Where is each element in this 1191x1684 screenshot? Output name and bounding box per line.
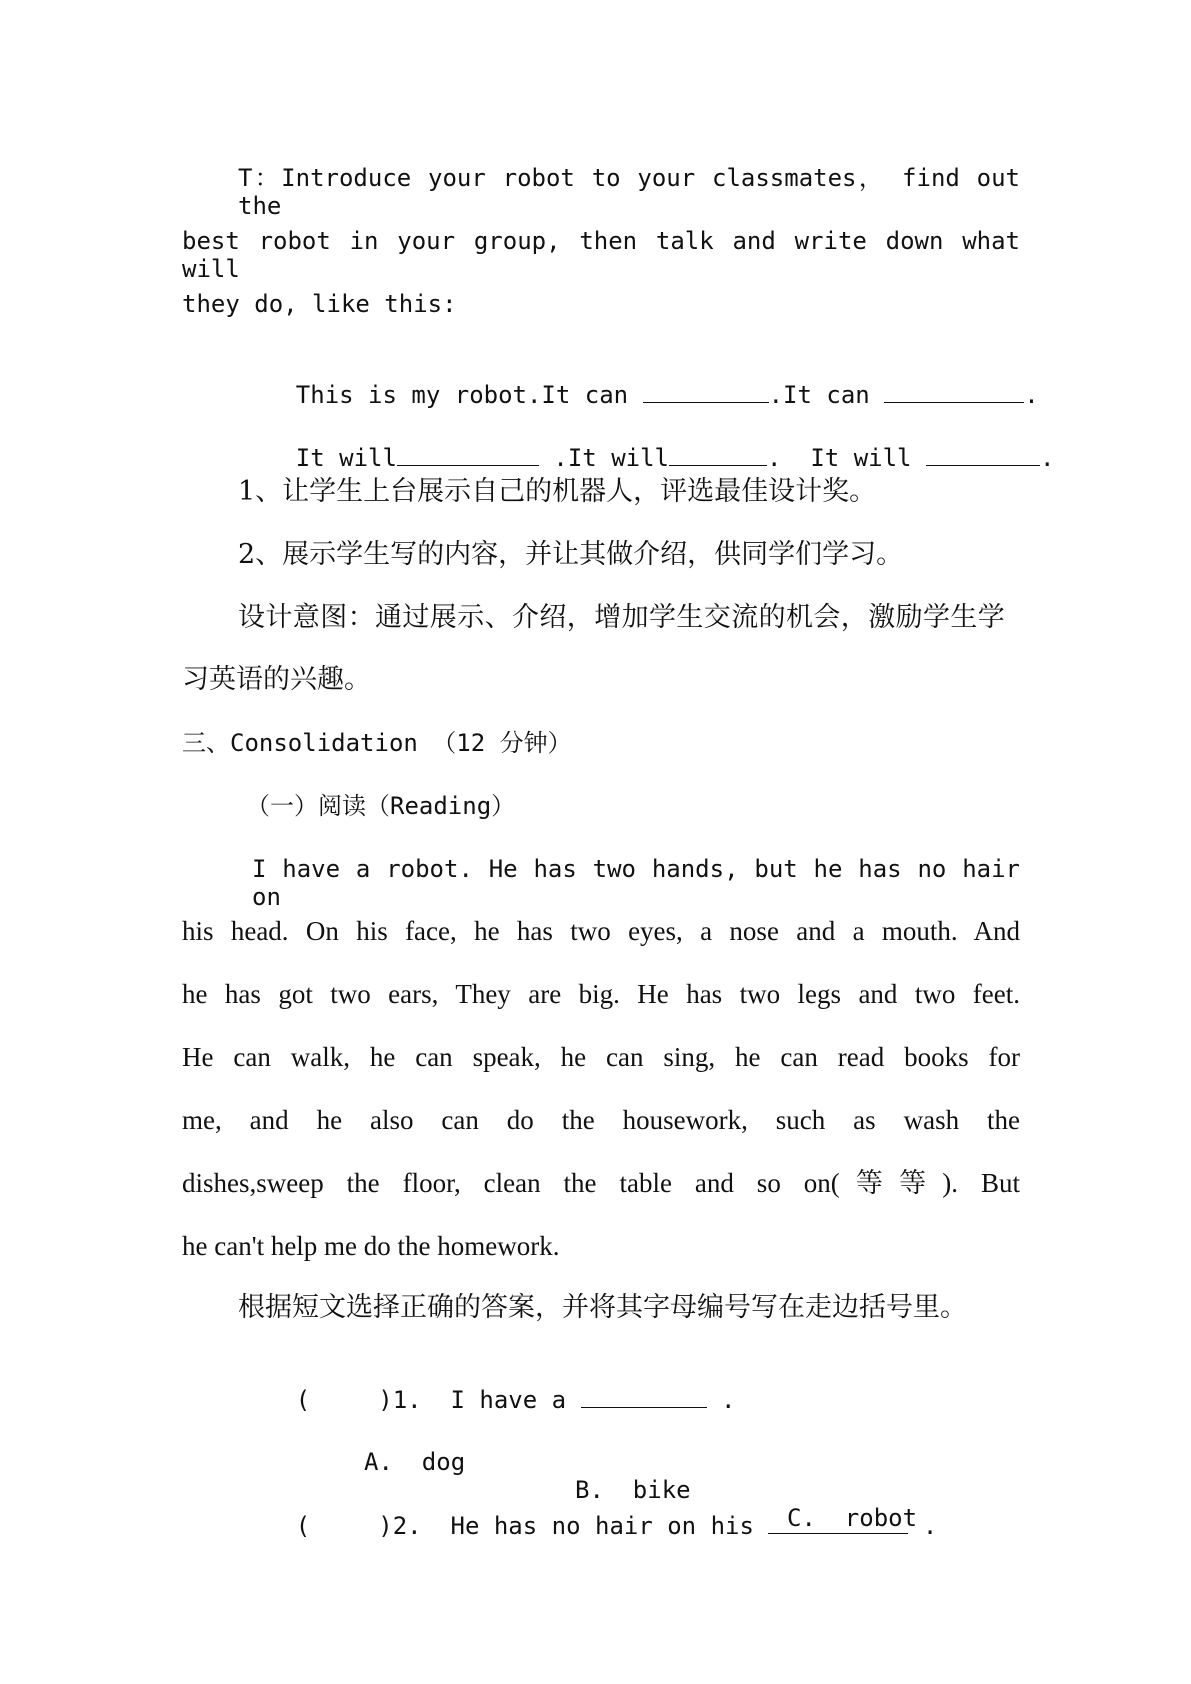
reading-subheading: （一）阅读（Reading） — [246, 792, 516, 820]
passage-line-2: his head. On his face, he has two eyes, a nose and a mouth. And — [182, 916, 1020, 946]
design-intent-line-1: 设计意图：通过展示、介绍，增加学生交流的机会，激励学生学 — [238, 602, 1006, 633]
question-stem: )2. He has no hair on his — [378, 1512, 754, 1540]
section-heading: 三、Consolidation （12 分钟） — [182, 729, 572, 757]
answer-bracket: ( — [295, 1512, 311, 1540]
task-line-3: they do, like this: — [182, 290, 457, 318]
question-2 — [238, 1483, 1076, 1568]
option-c: C. robot — [787, 1504, 918, 1532]
instructions: 根据短文选择正确的答案，并将其字母编号写在走边括号里。 — [238, 1292, 967, 1323]
question-stem: )1. I have a — [378, 1386, 567, 1414]
frame-text: It will — [810, 444, 912, 472]
question-end: . — [721, 1386, 736, 1414]
frame-text: .It will — [553, 444, 669, 472]
design-intent-line-2: 习英语的兴趣。 — [182, 664, 371, 695]
frame-text: This is my robot.It can — [295, 381, 629, 409]
option-a: A. dog — [364, 1448, 466, 1476]
answer-blank — [884, 380, 1024, 403]
task-line-2: best robot in your group, then talk and write down what will — [182, 227, 1020, 283]
answer-blank — [926, 443, 1040, 466]
passage-line-5: me, and he also can do the housework, such as wash the — [182, 1105, 1020, 1135]
passage-line-7: he can't help me do the homework. — [182, 1231, 560, 1261]
option-b: B. bike — [575, 1476, 691, 1504]
frame-text: .It can — [768, 381, 870, 409]
question-end: . — [922, 1512, 938, 1540]
passage-line-6: dishes,sweep the floor, clean the table and so on(等等). But — [182, 1168, 1020, 1198]
frame-text: It will — [295, 444, 397, 472]
frame-text: . — [767, 444, 782, 472]
passage-line-1: I have a robot. He has two hands, but he has no hair on — [252, 855, 1020, 911]
step-1: 1、让学生上台展示自己的机器人，评选最佳设计奖。 — [238, 476, 877, 507]
answer-bracket: ( — [295, 1386, 311, 1414]
answer-blank — [643, 380, 769, 403]
task-line-1: T：Introduce your robot to your classmates， find out the — [238, 164, 1020, 220]
passage-line-3: he has got two ears, They are big. He has two legs and two feet. — [182, 979, 1020, 1009]
answer-blank — [397, 443, 539, 466]
answer-blank — [581, 1385, 707, 1408]
frame-text: . — [1039, 444, 1055, 472]
frame-text: . — [1024, 381, 1039, 409]
answer-blank — [768, 1511, 908, 1534]
step-2: 2、展示学生写的内容，并让其做介绍，供同学们学习。 — [238, 539, 904, 570]
answer-blank — [669, 443, 767, 466]
passage-line-4: He can walk, he can speak, he can sing, he can read books for — [182, 1042, 1020, 1072]
